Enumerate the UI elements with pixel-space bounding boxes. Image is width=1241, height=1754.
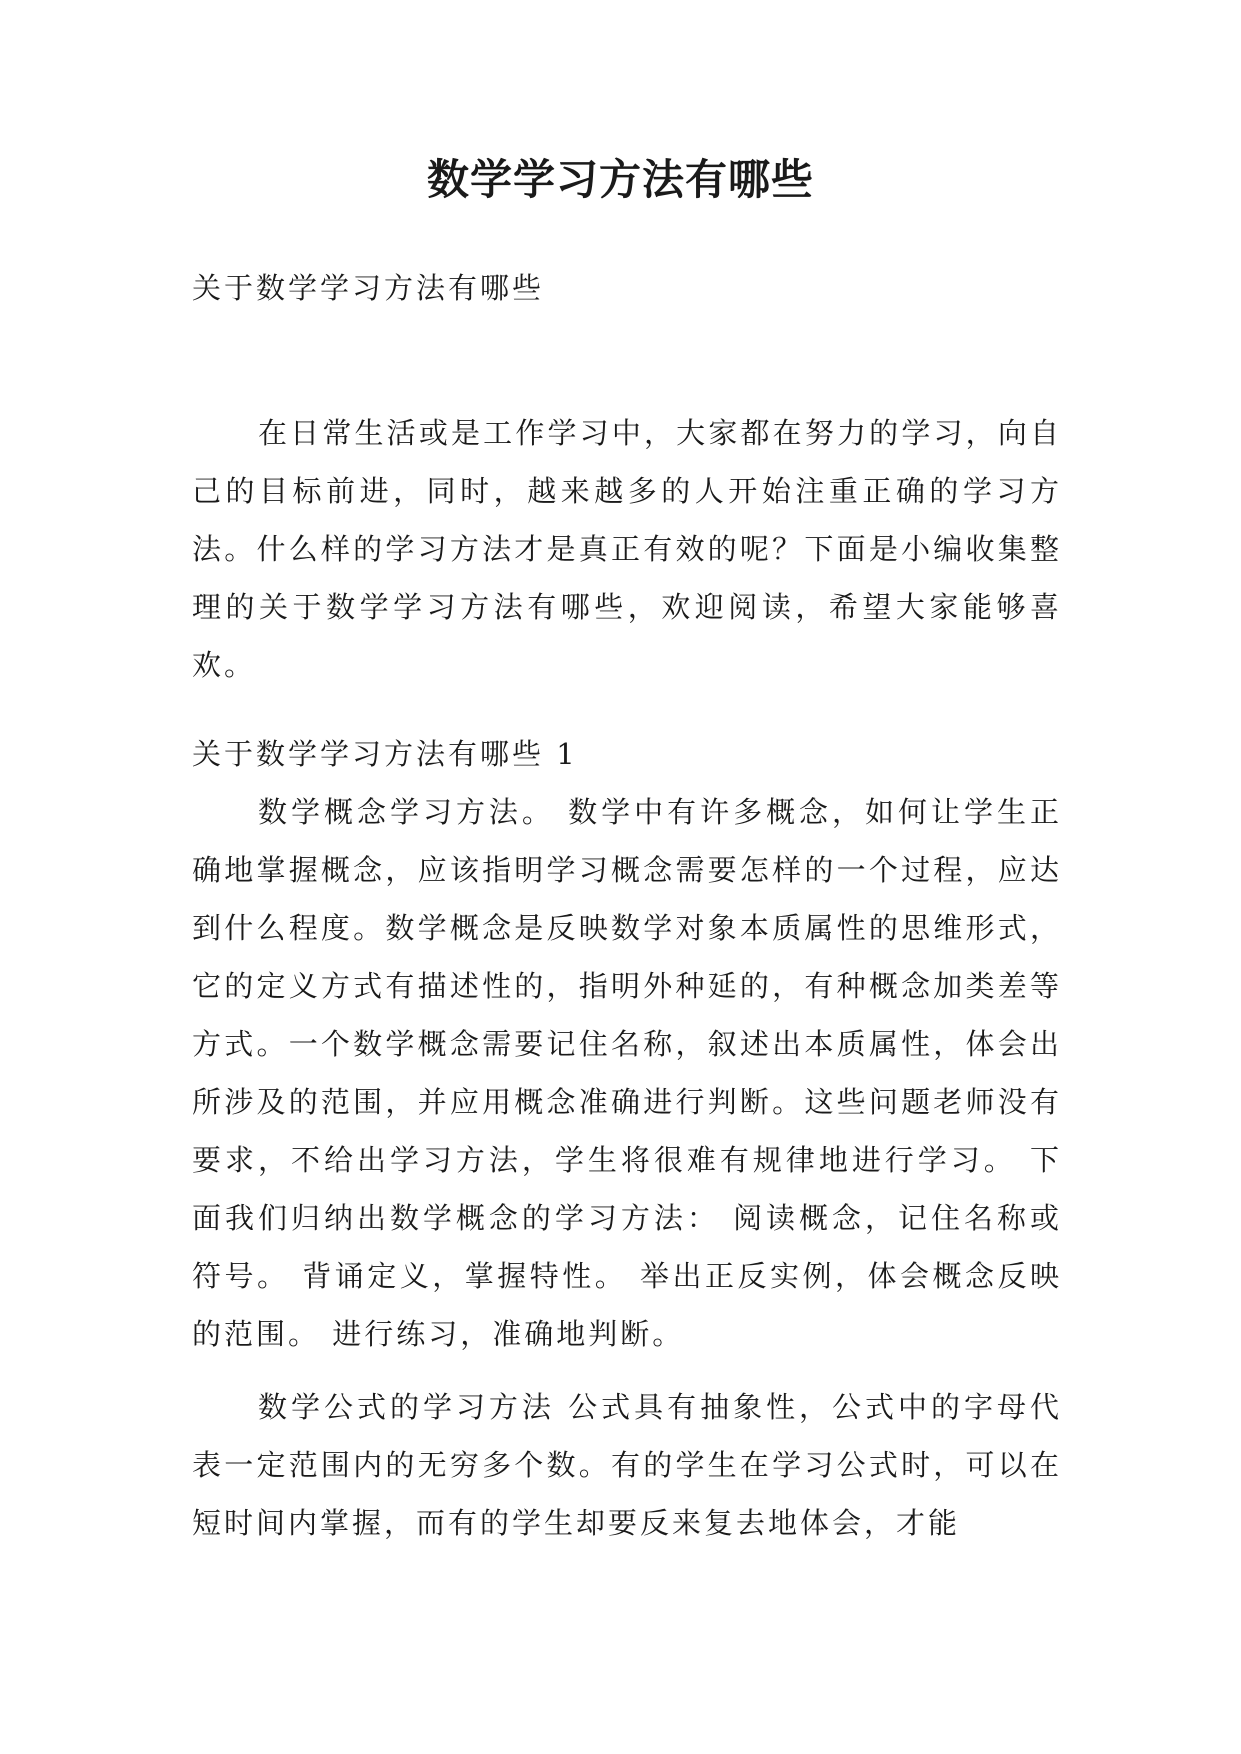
- section-heading: 关于数学学习方法有哪些 1: [192, 737, 578, 771]
- body-paragraph: 数学公式的学习方法 公式具有抽象性，公式中的字母代表一定范围内的无穷多个数。有的学生在学习公式时，可以在短时间内掌握，而有的学生却要反来复去地体会，才能: [192, 1390, 1062, 1540]
- intro-paragraph: 在日常生活或是工作学习中，大家都在努力的学习，向自己的目标前进，同时，越来越多的人开始注重正确的学习方法。什么样的学习方法才是真正有效的呢？下面是小编收集整理的关于数学学习方法有哪些，欢迎阅读，希望大家能够喜欢。: [192, 416, 1062, 682]
- document-subtitle: 关于数学学习方法有哪些: [192, 271, 545, 305]
- document-title: 数学学习方法有哪些: [426, 155, 814, 204]
- body-paragraph: 数学概念学习方法。 数学中有许多概念，如何让学生正确地掌握概念，应该指明学习概念需要怎样的一个过程，应达到什么程度。数学概念是反映数学对象本质属性的思维形式，它的定义方式有描述性的，指明外种延的，有种概念加类差等方式。一个数学概念需要记住名称，叙述出本质属性，体会出所涉及的范围，并应用概念准确进行判断。这些问题老师没有要求，不给出学习方法，学生将很难有规律地进行学习。 下面我们归纳出数学概念的学习方法： 阅读概念，记住名称或符号。 背诵定义，掌握特性。 举出正反实例，体会概念反映的范围。 进行练习，准确地判断。: [192, 795, 1062, 1351]
